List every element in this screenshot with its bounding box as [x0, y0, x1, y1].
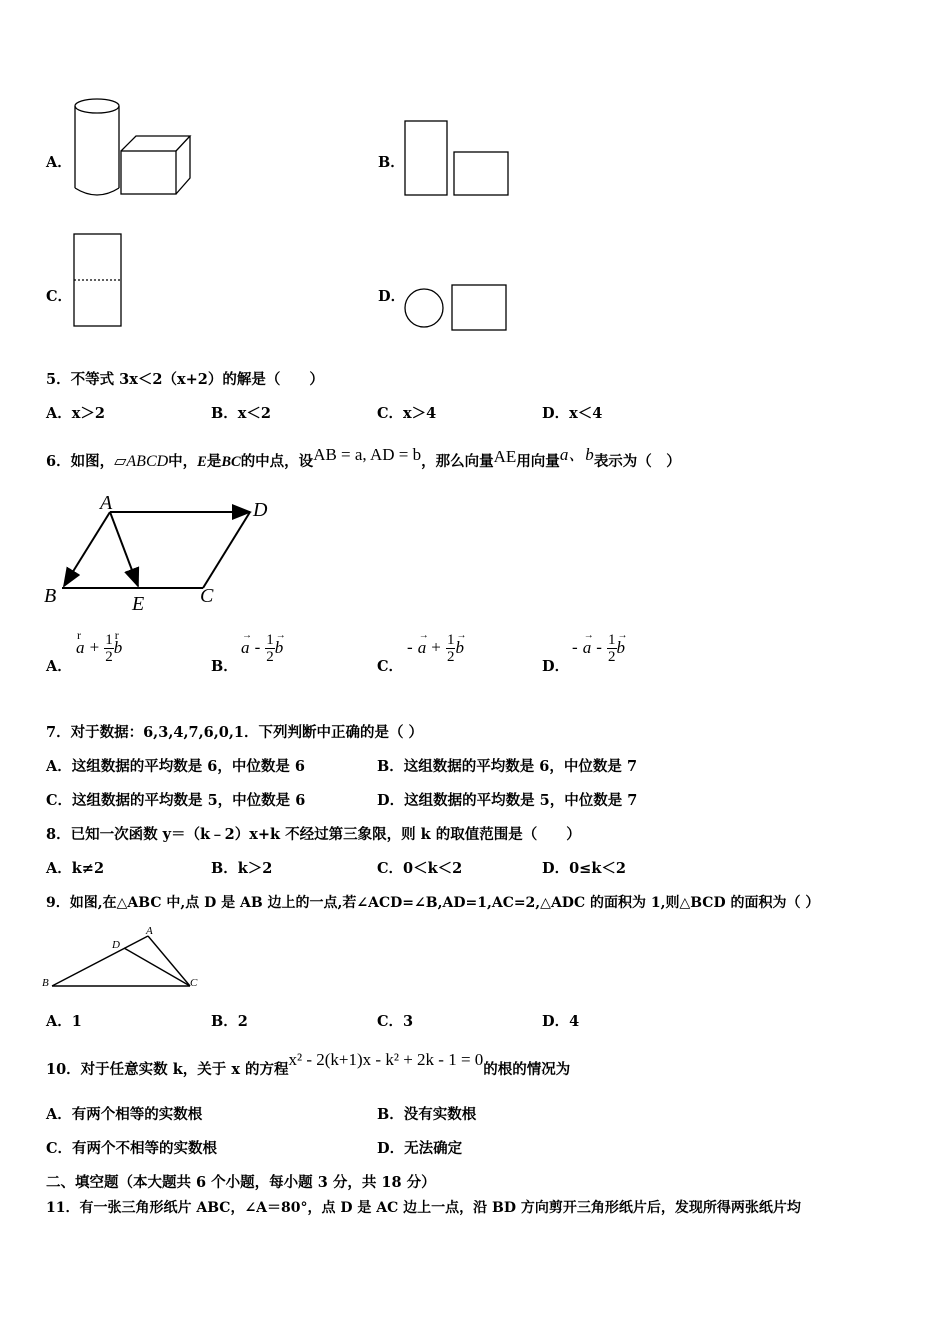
q6-option-d[interactable]: D． - → a - $\frac{1}{2}$ → b	[542, 629, 628, 675]
q9-option-a[interactable]: A．1	[46, 1013, 82, 1030]
q9-label-a: A	[146, 925, 153, 937]
q9-triangle-figure	[40, 922, 210, 992]
q8-stem: 8．已知一次函数 y＝（k﹣2）x+k 不经过第三象限，则 k 的取值范围是（ ）	[46, 826, 581, 843]
q4-option-b-label: B．	[378, 154, 405, 171]
q6-option-b[interactable]: B． → a - $\frac{1}{2}$ → b	[211, 629, 286, 675]
q9-label-d: D	[112, 939, 120, 951]
q5-option-b[interactable]: B．x＜2	[211, 405, 271, 422]
q7-option-a[interactable]: A．这组数据的平均数是 6，中位数是 6	[46, 758, 306, 775]
q5-option-c[interactable]: C．x＞4	[377, 405, 437, 422]
q9-stem: 9．如图,在△ABC 中,点 D 是 AB 边上的一点,若∠ACD=∠B,AD=1,AC=2,△ADC 的面积为 1,则△BCD 的面积为（ ）	[46, 895, 820, 911]
section-heading-fill-in: 二、填空题（本大题共 6 个小题，每小题 3 分，共 18 分）	[46, 1174, 436, 1191]
q4-option-c-label: C．	[46, 288, 73, 305]
q10-option-a[interactable]: A．有两个相等的实数根	[46, 1106, 203, 1123]
q6-parallelogram-figure	[40, 492, 280, 617]
q4-option-b-figure	[402, 118, 512, 198]
q9-option-b[interactable]: B．2	[211, 1013, 248, 1030]
q9-label-c: C	[190, 977, 198, 989]
q8-option-c[interactable]: C．0＜k＜2	[377, 860, 463, 877]
q4-option-c-figure	[72, 232, 124, 329]
q8-option-b[interactable]: B．k＞2	[211, 860, 273, 877]
q9-option-d[interactable]: D．4	[542, 1013, 580, 1030]
q4-option-d-label: D．	[378, 288, 406, 305]
q5-option-a[interactable]: A．x＞2	[46, 405, 105, 422]
q7-option-b[interactable]: B．这组数据的平均数是 6，中位数是 7	[377, 758, 638, 775]
q8-option-a[interactable]: A．k≠2	[46, 860, 105, 877]
q4-option-a-label: A．	[46, 154, 72, 171]
q6-option-c[interactable]: C． - → a + $\frac{1}{2}$ → b	[377, 629, 467, 675]
q10-option-c[interactable]: C．有两个不相等的实数根	[46, 1140, 218, 1157]
q5-option-d[interactable]: D．x＜4	[542, 405, 603, 422]
q6-label-e: E	[132, 593, 145, 615]
q6-option-a[interactable]: A． r a + $\frac{1}{2}$ r b	[46, 627, 123, 675]
q6-stem: 6．如图，▱ABCD中，E是BC的中点，设AB = a, AD = b，那么向量AE用向量a、b表示为（ ）	[46, 445, 681, 470]
q11-stem: 11．有一张三角形纸片 ABC，∠A＝80°，点 D 是 AC 边上一点，沿 BD 方向剪开三角形纸片后，发现所得两张纸片均	[46, 1200, 801, 1216]
q10-option-b[interactable]: B．没有实数根	[377, 1106, 477, 1123]
q8-option-d[interactable]: D．0≤k＜2	[542, 860, 626, 877]
q7-option-c[interactable]: C．这组数据的平均数是 5，中位数是 6	[46, 792, 306, 809]
q6-label-c: C	[200, 585, 214, 607]
q4-option-a-figure	[70, 96, 195, 201]
q7-stem: 7．对于数据：6,3,4,7,6,0,1．下列判断中正确的是（ ）	[46, 724, 424, 741]
q5-stem: 5．不等式 3x＜2（x+2）的解是（ ）	[46, 371, 324, 388]
q9-option-c[interactable]: C．3	[377, 1013, 414, 1030]
q6-label-a: A	[100, 492, 113, 514]
q7-option-d[interactable]: D．这组数据的平均数是 5，中位数是 7	[377, 792, 638, 809]
q4-option-d-figure	[402, 282, 512, 334]
q10-equation: x² - 2(k+1)x - k² + 2k - 1 = 0	[288, 1050, 484, 1069]
q6-label-b: B	[44, 585, 57, 607]
q10-stem: 10．对于任意实数 k，关于 x 的方程x² - 2(k+1)x - k² + 2k - 1 = 0的根的情况为	[46, 1050, 571, 1078]
q6-label-d: D	[253, 499, 268, 521]
q9-label-b: B	[42, 977, 49, 989]
q10-option-d[interactable]: D．无法确定	[377, 1140, 463, 1157]
